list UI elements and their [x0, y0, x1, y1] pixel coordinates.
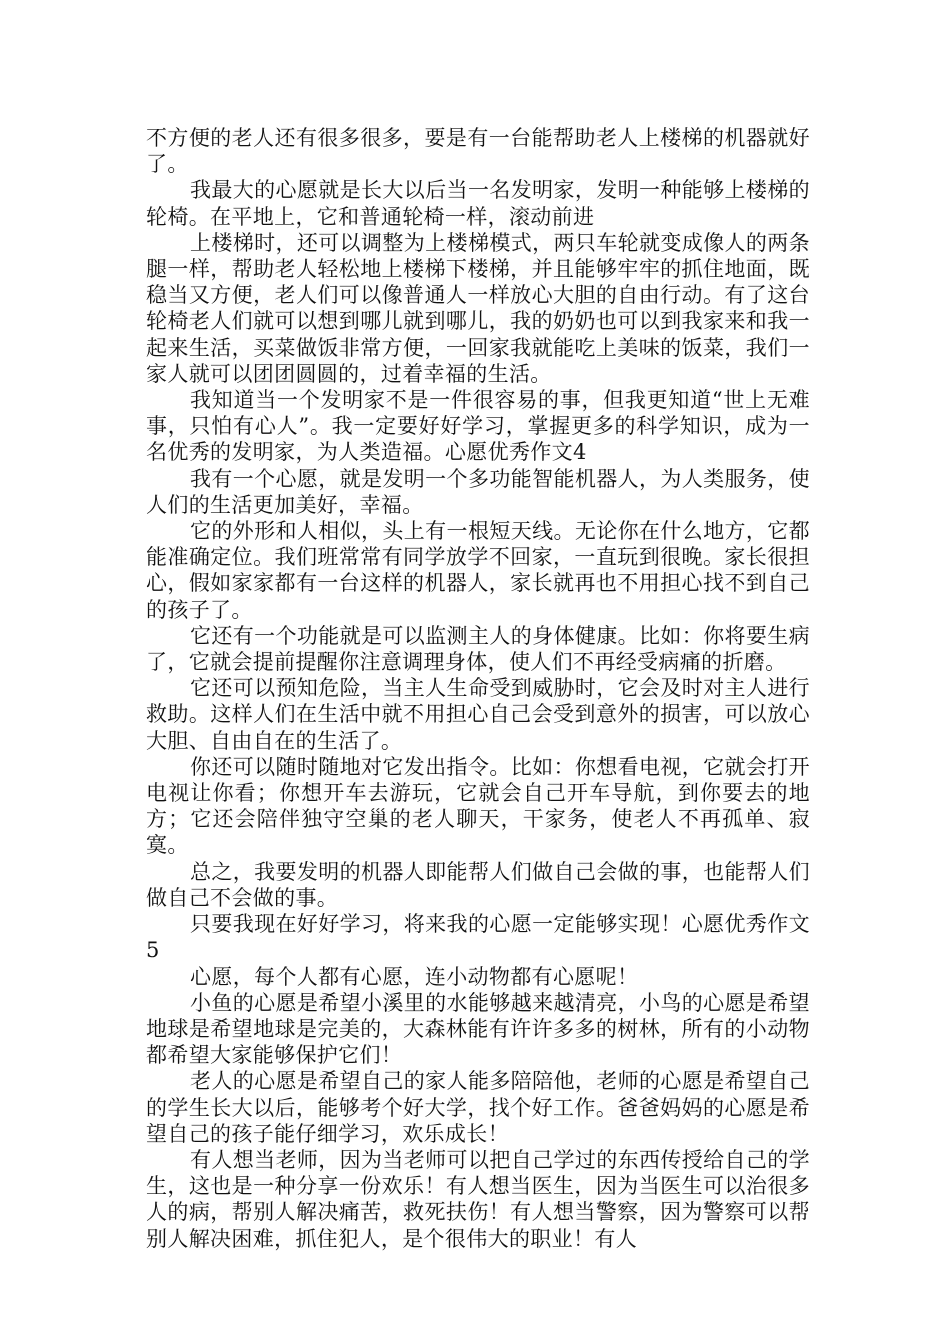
paragraph: 我最大的心愿就是长大以后当一名发明家，发明一种能够上楼梯的轮椅。在平地上，它和普通轮椅一样，滚动前进	[146, 178, 810, 229]
paragraph: 不方便的老人还有很多很多，要是有一台能帮助老人上楼梯的机器就好了。	[146, 126, 810, 177]
paragraph: 只要我现在好好学习，将来我的心愿一定能够实现！心愿优秀作文5	[146, 912, 810, 963]
paragraph: 我知道当一个发明家不是一件很容易的事，但我更知道“世上无难事，只怕有心人”。我一定要好好学习，掌握更多的科学知识，成为一名优秀的发明家，为人类造福。心愿优秀作文4	[146, 388, 810, 465]
paragraph: 它还可以预知危险，当主人生命受到威胁时，它会及时对主人进行救助。这样人们在生活中就不用担心自己会受到意外的损害，可以放心大胆、自由自在的生活了。	[146, 676, 810, 753]
paragraph: 它还有一个功能就是可以监测主人的身体健康。比如：你将要生病了，它就会提前提醒你注意调理身体，使人们不再经受病痛的折磨。	[146, 623, 810, 675]
paragraph: 老人的心愿是希望自己的家人能多陪陪他，老师的心愿是希望自己的学生长大以后，能够考个好大学，找个好工作。爸爸妈妈的心愿是希望自己的孩子能仔细学习，欢乐成长！	[146, 1069, 810, 1146]
paragraph: 上楼梯时，还可以调整为上楼梯模式，两只车轮就变成像人的两条腿一样，帮助老人轻松地上楼梯下楼梯，并且能够牢牢的抓住地面，既稳当又方便，老人们可以像普通人一样放心大胆的自由行动。有了这台轮椅老人们就可以想到哪儿就到哪儿，我的奶奶也可以到我家来和我一起来生活，买菜做饭非常方便，一回家我就能吃上美味的饭菜，我们一家人就可以团团圆圆的，过着幸福的生活。	[146, 230, 810, 386]
paragraph: 小鱼的心愿是希望小溪里的水能够越来越清亮，小鸟的心愿是希望地球是希望地球是完美的，大森林能有许许多多的树林，所有的小动物都希望大家能够保护它们！	[146, 990, 810, 1068]
essay-body	[146, 125, 810, 1252]
paragraph: 它的外形和人相似，头上有一根短天线。无论你在什么地方，它都能准确定位。我们班常常有同学放学不回家，一直玩到很晚。家长很担心，假如家家都有一台这样的机器人，家长就再也不用担心找不到自己的孩子了。	[146, 519, 810, 622]
paragraph: 心愿，每个人都有心愿，连小动物都有心愿呢！	[190, 964, 639, 989]
paragraph: 有人想当老师，因为当老师可以把自己学过的东西传授给自己的学生，这也是一种分享一份欢乐！有人想当医生，因为当医生可以治很多人的病，帮别人解决痛苦，救死扶伤！有人想当警察，因为警察可以帮别人解决困难，抓住犯人，是个很伟大的职业！有人	[146, 1147, 810, 1251]
paragraph: 我有一个心愿，就是发明一个多功能智能机器人，为人类服务，使人们的生活更加美好，幸福。	[146, 466, 810, 517]
paragraph: 总之，我要发明的机器人即能帮人们做自己会做的事，也能帮人们做自己不会做的事。	[146, 859, 810, 910]
paragraph: 你还可以随时随地对它发出指令。比如：你想看电视，它就会打开电视让你看；你想开车去游玩，它就会自己开车导航，到你要去的地方；它还会陪伴独守空巢的老人聊天，干家务，使老人不再孤单、寂寞。	[146, 754, 810, 858]
